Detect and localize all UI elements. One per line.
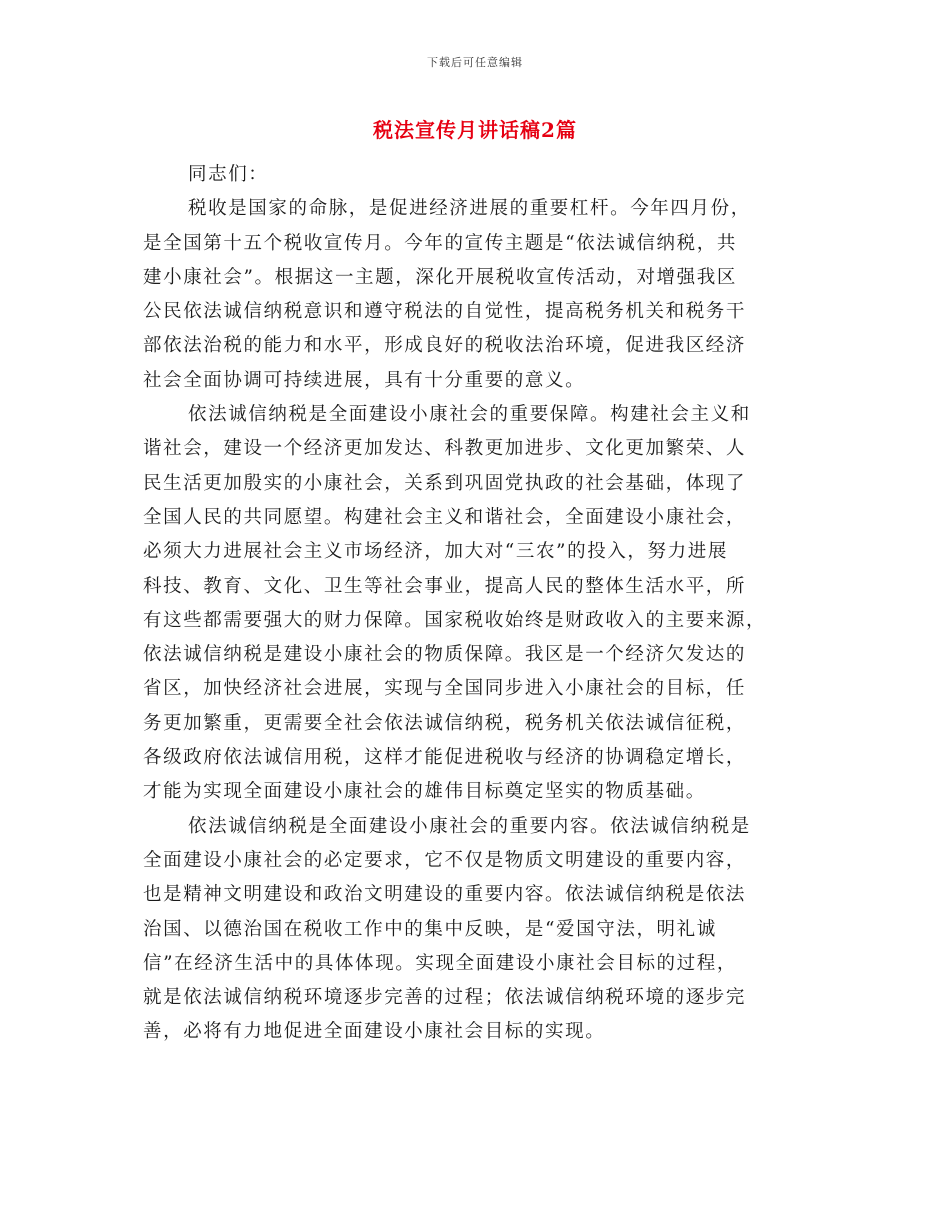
paragraph-line: 部依法治税的能力和水平，形成良好的税收法治环境，促进我区经济 (143, 335, 747, 357)
paragraph-line: 全国人民的共同愿望。构建社会主义和谐社会，全面建设小康社会， (143, 506, 747, 528)
paragraph-line: 社会全面协调可持续进展，具有十分重要的意义。 (143, 369, 586, 391)
paragraph-line: 建小康社会”。根据这一主题，深化开展税收宣传活动，对增强我区 (143, 266, 737, 288)
paragraph-line: 依法诚信纳税是建设小康社会的物质保障。我区是一个经济欠发达的 (143, 644, 747, 666)
paragraph-line: 各级政府依法诚信用税，这样才能促进税收与经济的协调稳定增长， (143, 747, 747, 769)
paragraph-line: 必须大力进展社会主义市场经济，加大对“三农”的投入，努力进展 (143, 541, 728, 563)
paragraph-2 (143, 398, 808, 810)
salutation: 同志们： (188, 164, 269, 185)
paragraph-line: 有这些都需要强大的财力保障。国家税收始终是财政收入的主要来源， (143, 609, 767, 631)
paragraph-line: 信”在经济生活中的具体体现。实现全面建设小康社会目标的过程， (143, 952, 737, 974)
header-note: 下载后可任意编辑 (427, 56, 523, 69)
paragraph-line: 依法诚信纳税是全面建设小康社会的重要保障。构建社会主义和 (188, 404, 751, 426)
paragraph-line: 依法诚信纳税是全面建设小康社会的重要内容。依法诚信纳税是 (188, 815, 751, 837)
paragraph-line: 善，必将有力地促进全面建设小康社会目标的实现。 (143, 1021, 606, 1043)
paragraph-line: 谐社会，建设一个经济更加发达、科教更加进步、文化更加繁荣、人 (143, 438, 747, 460)
paragraph-line: 就是依法诚信纳税环境逐步完善的过程；依法诚信纳税环境的逐步完 (143, 987, 747, 1009)
paragraph-3 (143, 810, 808, 1050)
paragraph-line: 公民依法诚信纳税意识和遵守税法的自觉性，提高税务机关和税务干 (143, 301, 747, 323)
paragraph-line: 税收是国家的命脉，是促进经济进展的重要杠杆。今年四月份， (188, 198, 751, 220)
paragraph-line: 治国、以德治国在税收工作中的集中反映，是“爱国守法，明礼诚 (143, 918, 717, 940)
paragraph-line: 全面建设小康社会的必定要求，它不仅是物质文明建设的重要内容， (143, 849, 747, 871)
paragraph-1 (143, 192, 808, 398)
paragraph-line: 科技、教育、文化、卫生等社会事业，提高人民的整体生活水平，所 (143, 575, 747, 597)
document-body (143, 158, 808, 1050)
paragraph-line: 务更加繁重，更需要全社会依法诚信纳税，税务机关依法诚信征税， (143, 712, 747, 734)
document-title: 税法宣传月讲话稿2篇 (373, 118, 577, 142)
paragraph-line: 是全国第十五个税收宣传月。今年的宣传主题是“依法诚信纳税，共 (143, 232, 737, 254)
paragraph-line: 也是精神文明建设和政治文明建设的重要内容。依法诚信纳税是依法 (143, 884, 747, 906)
paragraph-line: 省区，加快经济社会进展，实现与全国同步进入小康社会的目标，任 (143, 678, 747, 700)
paragraph-line: 才能为实现全面建设小康社会的雄伟目标奠定坚实的物质基础。 (143, 781, 706, 803)
paragraph-line: 民生活更加殷实的小康社会，关系到巩固党执政的社会基础，体现了 (143, 472, 747, 494)
